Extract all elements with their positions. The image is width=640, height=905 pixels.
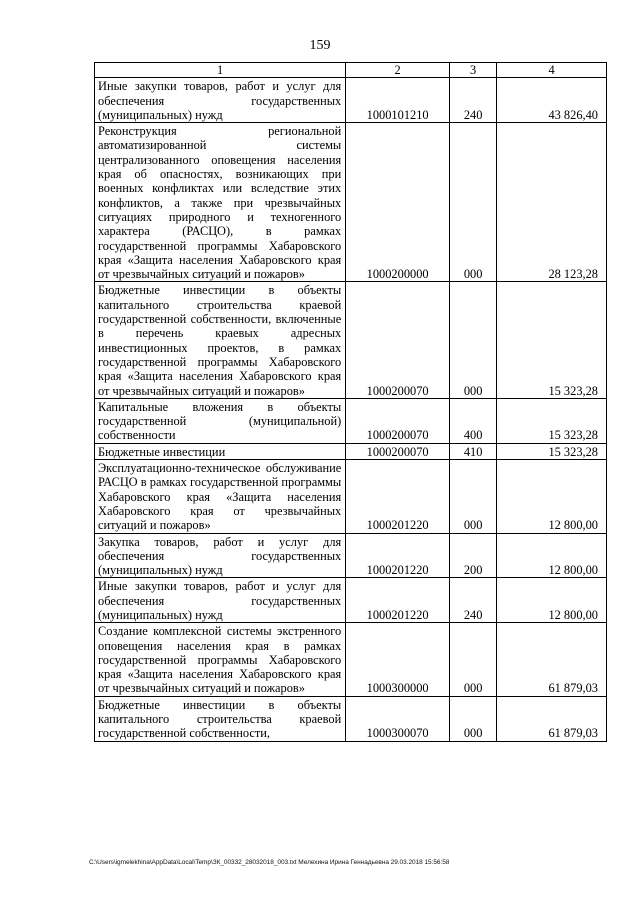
row-target-code: 1000201220 — [346, 578, 450, 623]
row-target-code: 1000201220 — [346, 533, 450, 578]
row-description: Бюджетные инвестиции в объекты капитального строительства краевой государственной собственности, — [95, 696, 346, 741]
row-target-code: 1000200070 — [346, 398, 450, 443]
header-cell-amount: 4 — [497, 63, 607, 78]
row-target-code: 1000201220 — [346, 460, 450, 533]
row-description: Закупка товаров, работ и услуг для обеспечения государственных (муниципальных) нужд — [95, 533, 346, 578]
row-description: Реконструкция региональной автоматизированной системы централизованного оповещения населения края об опасностях, возникающих при военных конфликтах или вследствие этих конфликтов, а также при чрезвычайных ситуациях природного и техногенного характера (РАСЦО), в рамках государственной программы Хабаровского края «Защита населения Хабаровского края от чрезвычайных ситуаций и пожаров» — [95, 123, 346, 282]
header-cell-description: 1 — [95, 63, 346, 78]
row-expense-type: 200 — [450, 533, 497, 578]
row-amount: 12 800,00 — [497, 460, 607, 533]
table-row — [95, 123, 607, 282]
header-cell-code: 2 — [346, 63, 450, 78]
row-description: Создание комплексной системы экстренного оповещения населения края в рамках государственной программы Хабаровского края «Защита населения Хабаровского края от чрезвычайных ситуаций и пожаров» — [95, 623, 346, 696]
row-target-code: 1000300000 — [346, 623, 450, 696]
row-expense-type: 240 — [450, 578, 497, 623]
table-row — [95, 696, 607, 741]
row-amount: 15 323,28 — [497, 443, 607, 459]
table-row — [95, 282, 607, 398]
table-row — [95, 398, 607, 443]
footer-file-path: C:\Users\igmelekhina\AppData\Local\Temp\ЗК_00332_28032018_003.txt Мелехина Ирина Геннадьевна 29.03.2018 15:56:58 — [89, 859, 450, 866]
row-expense-type: 000 — [450, 282, 497, 398]
row-description: Иные закупки товаров, работ и услуг для обеспечения государственных (муниципальных) нужд — [95, 78, 346, 123]
row-target-code: 1000300070 — [346, 696, 450, 741]
row-expense-type: 000 — [450, 123, 497, 282]
row-expense-type: 400 — [450, 398, 497, 443]
header-cell-type: 3 — [450, 63, 497, 78]
row-expense-type: 000 — [450, 460, 497, 533]
row-target-code: 1000200070 — [346, 282, 450, 398]
row-description: Капитальные вложения в объекты государственной (муниципальной) собственности — [95, 398, 346, 443]
table-row — [95, 443, 607, 459]
row-amount: 61 879,03 — [497, 696, 607, 741]
table-row — [95, 533, 607, 578]
table-row — [95, 623, 607, 696]
row-expense-type: 240 — [450, 78, 497, 123]
row-description: Бюджетные инвестиции в объекты капитального строительства краевой государственной собственности, включенные в перечень краевых адресных инвестиционных проектов, в рамках государственной программы Хабаровского края «Защита населения Хабаровского края от чрезвычайных ситуаций и пожаров» — [95, 282, 346, 398]
row-target-code: 1000200070 — [346, 443, 450, 459]
row-expense-type: 410 — [450, 443, 497, 459]
row-target-code: 1000200000 — [346, 123, 450, 282]
table-row — [95, 78, 607, 123]
row-amount: 12 800,00 — [497, 578, 607, 623]
row-description: Бюджетные инвестиции — [95, 443, 346, 459]
row-amount: 15 323,28 — [497, 282, 607, 398]
budget-table — [94, 62, 607, 742]
row-amount: 28 123,28 — [497, 123, 607, 282]
row-target-code: 1000101210 — [346, 78, 450, 123]
row-description: Иные закупки товаров, работ и услуг для обеспечения государственных (муниципальных) нужд — [95, 578, 346, 623]
page-number: 159 — [309, 38, 331, 53]
table-row — [95, 578, 607, 623]
row-amount: 61 879,03 — [497, 623, 607, 696]
row-amount: 12 800,00 — [497, 533, 607, 578]
row-expense-type: 000 — [450, 696, 497, 741]
row-description: Эксплуатационно-техническое обслуживание РАСЦО в рамках государственной программы Хабаровского края «Защита населения Хабаровского края от чрезвычайных ситуаций и пожаров» — [95, 460, 346, 533]
row-amount: 15 323,28 — [497, 398, 607, 443]
table-row — [95, 460, 607, 533]
table-header-row — [95, 63, 607, 78]
row-amount: 43 826,40 — [497, 78, 607, 123]
row-expense-type: 000 — [450, 623, 497, 696]
